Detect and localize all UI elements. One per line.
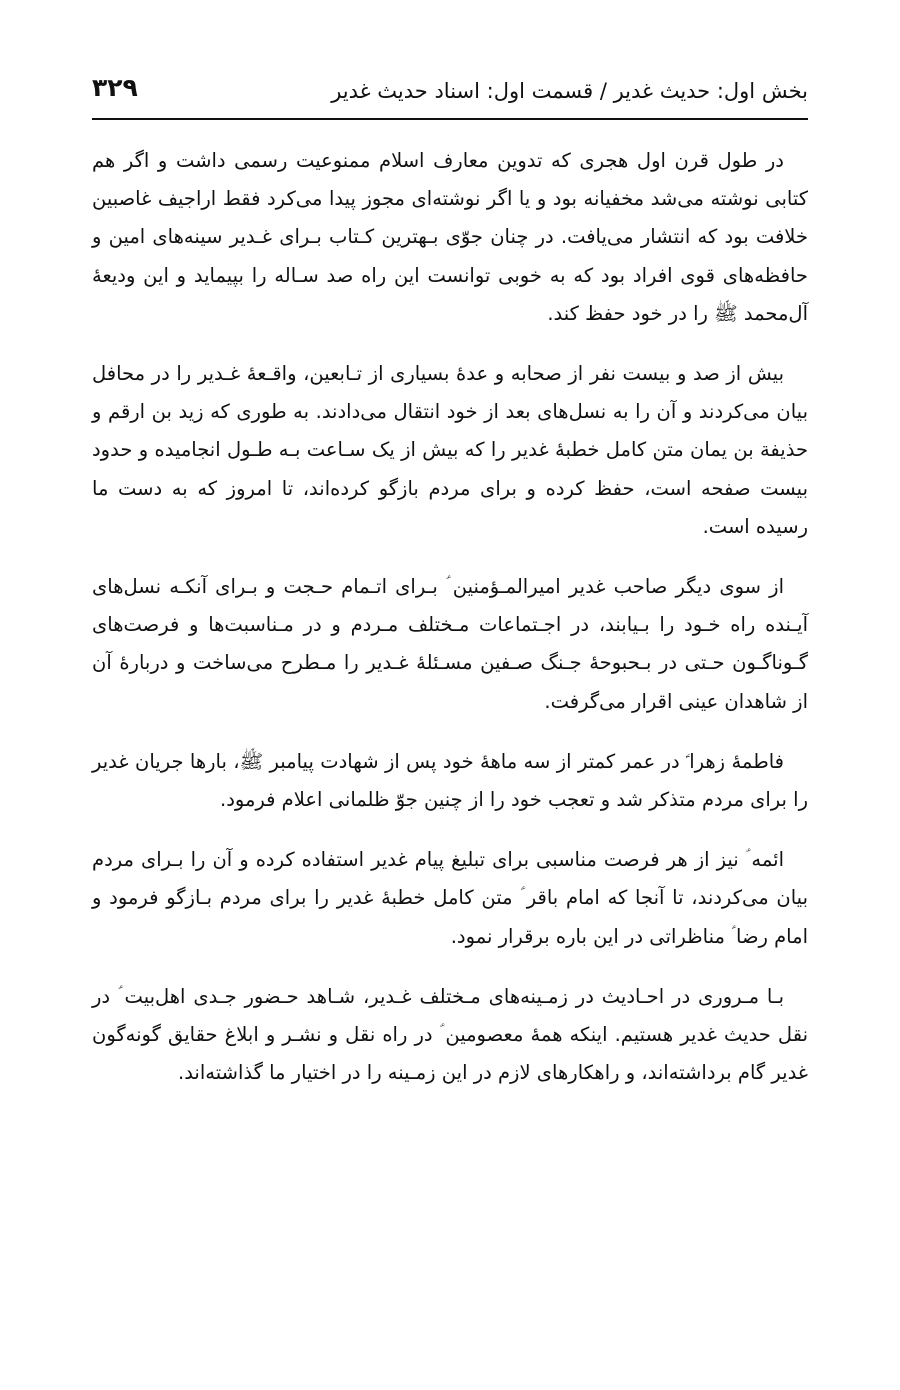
paragraph-5: ائمه ؑ نیز از هر فرصت مناسبی برای تبلیغ پیام غدیر استفاده کرده و آن را بـرای مردم بیان می‌کردند، تا آنجا که امام باقر ؑ متن کامل خطبهٔ غدیر را برای مردم بـازگو فرمود و امام رضا ؑ مناظراتی در این باره برقرار نمود. [92,848,808,948]
page-number: ۳۲۹ [92,73,138,102]
paragraph-2: بیش از صد و بیست نفر از صحابه و عدهٔ بسیاری از تـابعین، واقـعهٔ غـدیر را در محافل بیان می‌کردند و آن را به نسل‌های بعد از خود انتقال می‌دادند. به طوری که زید بن ارقم و حذیفة بن یمان متن کامل خطبهٔ غدیر را که بیش از یک سـاعت بـه طـول انجامیده و حدود بیست صفحه است، حفظ کرده و برای مردم بازگو کرده‌اند، تا امروز که به دست ما رسیده است. [92,362,808,538]
page-body [92,142,808,1114]
paragraph-1: در طول قرن اول هجری که تدوین معارف اسلام ممنوعیت رسمی داشت و اگر هم کتابی نوشته می‌شد مخفیانه بود و یا اگر نوشته‌ای مجوز پیدا می‌کرد فقط اراجیف غاصبین خلافت بود که انتشار می‌یافت. در چنان جوّی بـهترین کـتاب بـرای غـدیر سینه‌های امین و حافظه‌های قوی افراد بود که به خوبی توانست این راه صد سـاله را بپیماید و این ودیعهٔ آل‌محمد ﷺ را در خود حفظ کند. [92,149,808,325]
paragraph-3: از سوی دیگر صاحب غدیر امیرالمـؤمنین ؑ بـرای اتـمام حـجت و بـرای آنکـه نسل‌های آیـنده راه خـود را بـیابند، در اجـتماعات مـختلف مـردم و در مـناسبت‌ها و فرصت‌های گـوناگـون حـتی در بـحبوحهٔ جـنگ صـفین مسـئلهٔ غـدیر را مـطرح می‌ساخت و دربارهٔ آن از شاهدان عینی اقرار می‌گرفت. [92,575,808,713]
paragraph-4: فاطمهٔ زهرا ؑ در عمر کمتر از سه ماههٔ خود پس از شهادت پیامبر ﷺ، بارها جریان غدیر را برای مردم متذکر شد و تعجب خود را از چنین جوّ ظلمانی اعلام فرمود. [92,749,808,812]
page-header [92,72,808,114]
running-title: بخش اول: حدیث غدیر / قسمت اول: اسناد حدیث غدیر [331,79,808,103]
paragraph-6: بـا مـروری در احـادیث در زمـینه‌های مـختلف غـدیر، شـاهد حـضور جـدی اهل‌بیت ؑ در نقل حدیث غدیر هستیم. اینکه همهٔ معصومین ؑ در راه نقل و نشـر و ابلاغ حقایق گونه‌گون غدیر گام برداشته‌اند، و راهکارهای لازم در این زمـینه را در اختیار ما گذاشته‌اند. [92,984,808,1085]
header-divider [92,118,808,120]
